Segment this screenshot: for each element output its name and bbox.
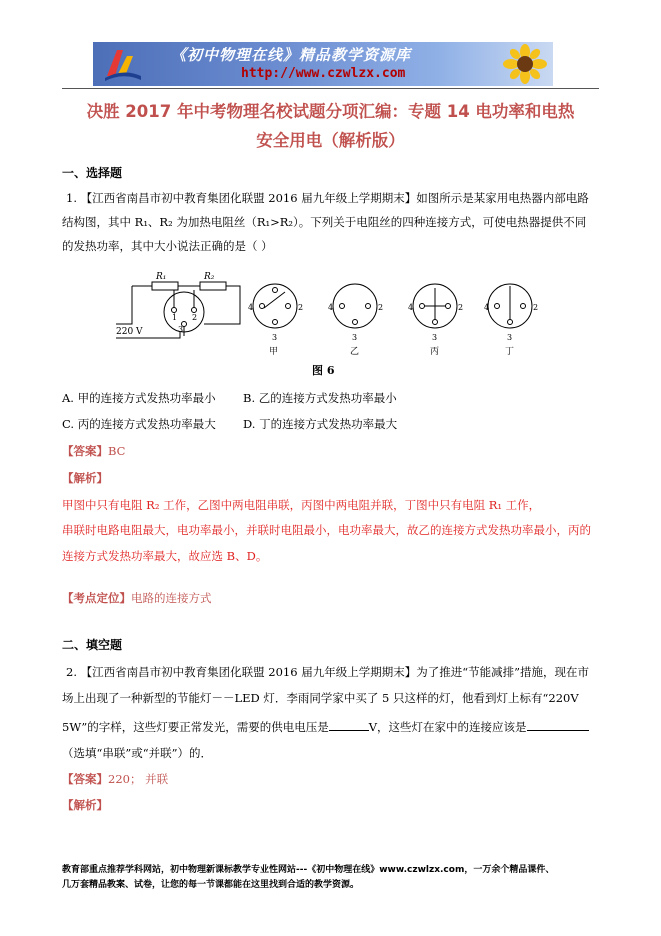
q2-line3 — [62, 718, 589, 735]
q2-analysis-label: 【解析】 — [62, 798, 108, 812]
site-banner — [93, 42, 553, 86]
blank-connection — [527, 718, 589, 731]
connection-bing — [413, 284, 457, 328]
connection-jia — [253, 284, 297, 328]
q1-point — [62, 590, 212, 606]
section-heading-fill: 二、填空题 — [62, 638, 123, 652]
point-label: 【考点定位】 — [62, 591, 131, 605]
node-label: 1 — [172, 313, 178, 322]
q1-analysis-line3: 连接方式发热功率最大，故应选 B、D。 — [62, 549, 268, 563]
banner-title: 《初中物理在线》精品教学资源库 — [171, 46, 412, 64]
q1-line1: 1. 【江西省南昌市初中教育集团化联盟 2016 届九年级上学期期末】如图所示是某家用电热器内部电路 — [66, 191, 589, 205]
option-d: D. 丁的连接方式发热功率最大 — [243, 417, 398, 431]
footer-line2: 几万套精品教案、试卷，让您的每一节课都能在这里找到合适的教学资源。 — [62, 880, 360, 890]
q1-analysis-line2: 串联时电路电阻最大，电功率最小，并联时电阻最小，电功率最大，故乙的连接方式发热功率最小，丙的 — [62, 523, 591, 537]
label-jia: 甲 — [269, 347, 279, 357]
connection-yi — [333, 284, 377, 328]
node-label: 4 — [328, 303, 334, 312]
q1-answer — [62, 443, 125, 459]
q1-line3: 的发热功率，其中大小说法正确的是（ ） — [62, 239, 273, 253]
q2-answer — [62, 771, 168, 787]
section-heading-choice: 一、选择题 — [62, 166, 123, 180]
connection-ding — [488, 284, 532, 328]
document-title-line1: 决胜 2017 年中考物理名校试题分项汇编：专题 14 电功率和电热 — [86, 102, 575, 121]
node-label: 3 — [432, 333, 438, 342]
r2-label: R₂ — [204, 272, 215, 282]
sunflower-icon — [503, 44, 547, 84]
node-label: 3 — [178, 325, 184, 334]
blank-voltage — [329, 718, 369, 731]
node-label: 4 — [484, 303, 490, 312]
q2-line2: 场上出现了一种新型的节能灯－－LED 灯．李雨同学家中买了 5 只这样的灯，他看到灯上标有“220V — [62, 691, 579, 705]
node-label: 2 — [378, 303, 384, 312]
point-value: 电路的连接方式 — [131, 591, 212, 605]
node-label: 3 — [507, 333, 513, 342]
site-logo-icon — [103, 46, 143, 82]
node-label: 4 — [248, 303, 254, 312]
label-bing: 丙 — [430, 347, 440, 357]
node-label: 2 — [458, 303, 464, 312]
banner-url: http://www.czwlzx.com — [241, 66, 406, 81]
node-label: 4 — [408, 303, 414, 312]
option-a: A. 甲的连接方式发热功率最小 — [62, 391, 216, 405]
q2-line3-part2: V，这些灯在家中的连接应该是 — [368, 720, 527, 734]
q1-analysis-line1: 甲图中只有电阻 R₂ 工作，乙图中两电阻串联，丙图中两电阻并联，丁图中只有电阻 R₁ 工作， — [62, 498, 541, 512]
footer-line1: 教育部重点推荐学科网站，初中物理新课标教学专业性网站---《初中物理在线》www.czwlzx.com，一万余个精品课件、 — [62, 865, 555, 875]
option-b: B. 乙的连接方式发热功率最小 — [243, 391, 397, 405]
answer-value: 220； 并联 — [108, 772, 169, 786]
label-ding: 丁 — [505, 347, 515, 357]
node-label: 2 — [192, 313, 198, 322]
q1-line2: 结构图，其中 R₁、R₂ 为加热电阻丝（R₁>R₂）。下列关于电阻丝的四种连接方式，可使电热器提供不同 — [62, 215, 587, 229]
q2-line1: 2. 【江西省南昌市初中教育集团化联盟 2016 届九年级上学期期末】为了推进“节能减排”措施，现在市 — [66, 665, 589, 679]
label-yi: 乙 — [350, 347, 360, 357]
voltage-label: 220 V — [116, 327, 143, 337]
q1-analysis-label: 【解析】 — [62, 471, 108, 485]
answer-label: 【答案】 — [62, 772, 108, 786]
header-divider — [62, 88, 599, 89]
node-label: 2 — [298, 303, 304, 312]
document-title-line2: 安全用电（解析版） — [256, 131, 405, 150]
answer-label: 【答案】 — [62, 444, 108, 458]
answer-value: BC — [108, 444, 126, 458]
circuit-figure — [112, 268, 552, 380]
node-label: 3 — [272, 333, 278, 342]
option-c: C. 丙的连接方式发热功率最大 — [62, 417, 216, 431]
figure-caption: 图 6 — [312, 364, 335, 377]
node-label: 2 — [533, 303, 539, 312]
q2-line3-part1: 5W”的字样，这些灯要正常发光，需要的供电电压是 — [62, 720, 329, 734]
r1-label: R₁ — [156, 272, 167, 282]
q2-line4: （选填“串联”或“并联”）的． — [62, 746, 213, 760]
node-label: 3 — [352, 333, 358, 342]
